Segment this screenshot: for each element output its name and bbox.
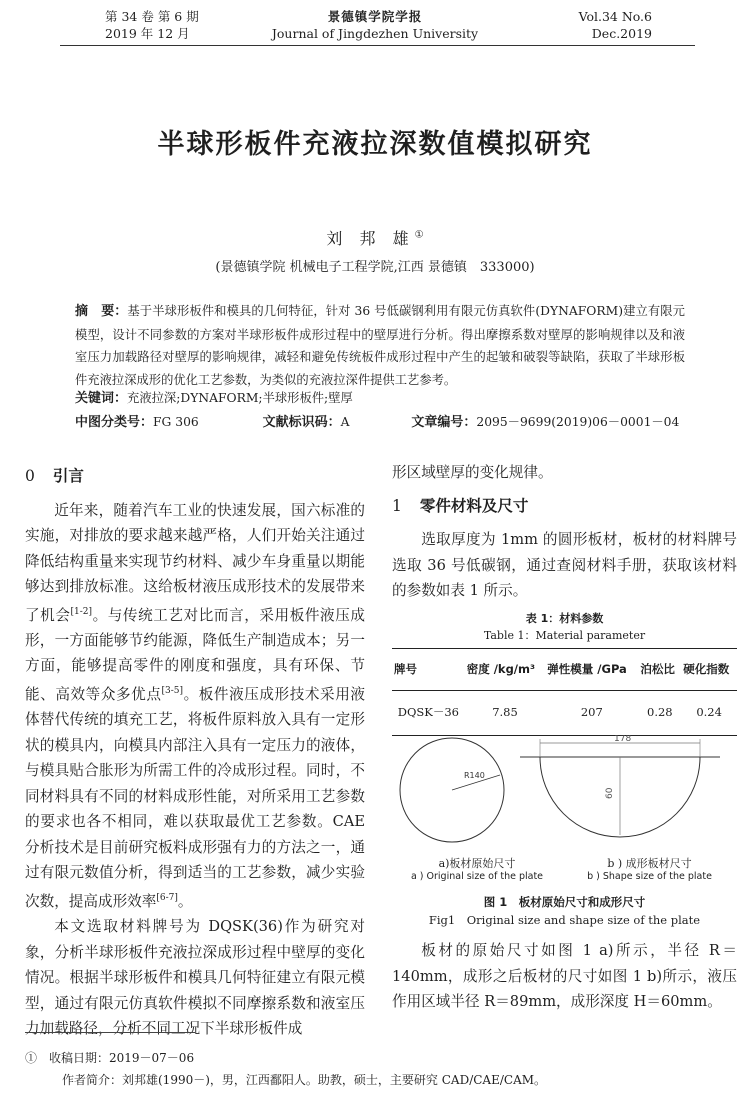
table-cell: 0.24	[681, 691, 737, 736]
footnote-author-bio: 作者简介：刘邦雄(1990－)，男，江西鄱阳人。助教，硕士，主要研究 CAD/CAE/CAM。	[62, 1073, 547, 1087]
radius-label: R140	[464, 771, 485, 780]
table-cell: 207	[545, 691, 638, 736]
col-header: 泊松比	[638, 648, 681, 691]
section-1-paragraph-1: 选取厚度为 1mm 的圆形板材，板材的材料牌号选取 36 号低碳钢，通过查阅材料手册，获取该材料的参数如表 1 所示。	[392, 531, 737, 599]
table-row	[392, 691, 737, 736]
figure-1-drawing	[392, 735, 737, 855]
table-1-caption: 表 1：材料参数 Table 1：Material parameter	[483, 611, 646, 642]
clc-value: FG 306	[153, 415, 199, 429]
keywords-label: 关键词：	[75, 391, 128, 406]
table-header-row	[392, 648, 737, 691]
clc-label: 中图分类号：	[75, 415, 154, 430]
col-header: 硬化指数	[681, 648, 737, 691]
figure-1	[392, 735, 737, 855]
citation: [1-2]	[70, 606, 93, 617]
left-column	[25, 460, 365, 1042]
article-no-label: 文章编号：	[411, 415, 477, 430]
footnote-divider	[25, 1032, 195, 1033]
intro-paragraph-2-continued: 形区域壁厚的变化规律。	[392, 464, 553, 481]
citation: [6-7]	[156, 892, 178, 903]
abstract-label: 摘 要：	[75, 304, 128, 319]
table-cell: 7.85	[465, 691, 546, 736]
col-header: 密度 /kg/m³	[465, 648, 546, 691]
author-line	[0, 226, 750, 249]
classification-line	[75, 412, 695, 433]
footnote-received: ① 收稿日期：2019－07－06	[25, 1051, 195, 1065]
section-0-heading: 0 引言	[25, 467, 84, 485]
journal-name-cn: 景德镇学院学报	[327, 9, 423, 24]
abstract-text: 基于半球形板件和模具的几何特征，针对 36 号低碳钢利用有限元仿真软件(DYNAFORM)建立有限元模型，设计不同参数的方案对半球形板件成形过程中的壁厚进行分析。得出摩擦系数对壁厚的影响规律以及和液室压力加载路径对壁厚的影响规律，减轻和避免传统板件成形过程中产生的起皱和破裂等缺陷，获取了半球形板件充液拉深成形的优化工艺参数，为类似的充液拉深件提供工艺参考。	[75, 304, 685, 387]
col-header: 弹性模量 /GPa	[545, 648, 638, 691]
author-footnote-mark: ①	[414, 229, 424, 241]
abstract	[75, 300, 685, 391]
section-1-heading: 1 零件材料及尺寸	[392, 496, 529, 515]
col-header: 牌号	[392, 648, 465, 691]
intro-paragraph-2: 本文选取材料牌号为 DQSK(36)作为研究对象，分析半球形板件充液拉深成形过程中壁厚的变化情况。根据半球形板件和模具几何特征建立有限元模型，通过有限元仿真软件模拟不同摩擦系数和液室压力加载路径，分析不同工况下半球形板件成	[25, 918, 365, 1038]
table-cell: 0.28	[638, 691, 681, 736]
figure-1a-caption: a)板材原始尺寸 a ) Original size of the plate	[410, 857, 544, 882]
volume-en: Vol.34 No.6	[578, 9, 652, 24]
figure-1-caption: 图 1 板材原始尺寸和成形尺寸 Fig1 Original size and shape size of the plate	[428, 895, 701, 927]
width-label: 178	[614, 735, 632, 744]
header-divider	[60, 45, 695, 46]
doc-code-value: A	[340, 415, 350, 429]
table-cell: DQSK－36	[392, 691, 465, 736]
keywords	[75, 388, 695, 409]
journal-name-en: Journal of Jingdezhen University	[271, 26, 479, 41]
header-right	[579, 8, 652, 42]
right-column	[392, 460, 737, 736]
citation: [3-5]	[161, 685, 183, 696]
article-no-value: 2095－9699(2019)06－0001－04	[476, 415, 680, 429]
affiliation: (景德镇学院 机械电子工程学院,江西 景德镇 333000)	[215, 260, 535, 275]
doc-code-label: 文献标识码：	[262, 415, 341, 430]
section-1-paragraph-2: 板材的原始尺寸如图 1 a)所示，半径 R＝140mm，成形之后板材的尺寸如图 1 b)所示，液压作用区域半径 R＝89mm，成形深度 H＝60mm。	[392, 942, 737, 1010]
figure-1b-caption: b ) 成形板材尺寸 b ) Shape size of the plate	[587, 857, 712, 882]
author-name: 刘 邦 雄	[326, 229, 415, 248]
keywords-text: 充液拉深;DYNAFORM;半球形板件;壁厚	[127, 391, 353, 405]
section-1-paragraph-2-block	[392, 938, 737, 1015]
depth-label: 60	[605, 787, 615, 799]
volume-issue: 第 34 卷 第 6 期	[105, 9, 199, 24]
material-table	[392, 648, 737, 736]
issue-date: 2019 年 12 月	[105, 26, 190, 41]
date-en: Dec.2019	[591, 26, 652, 41]
intro-paragraph-1: 近年来，随着汽车工业的快速发展，国六标准的实施，对排放的要求越来越严格，人们开始关注通过降低结构重量来实现节约材料、减少车身重量以期能够达到排放标准。这给板材液压成形技术的发展带来了机会[1-2]。与传统工艺对比而言，采用板件液压成形，一方面能够节约能源，降低生产制造成本；另一方面，能够提高零件的刚度和强度，具有环保、节能、高效等众多优点[3-5]。板件液压成形技术采用液体替代传统的填充工艺，将板件原料放入具有一定形状的模具内，向模具内部注入具有一定压力的液体，与模具贴合胀形为所需工件的冷成形过程。同时，不同材料具有不同的材料成形性能，对所采用工艺参数的要求也各不相同，难以获取最优工艺参数。CAE 分析技术是目前研究板料成形强有力的方法之一，通过有限元数值分析，得到适当的工艺参数，减少实验次数，提高成形效率[6-7]。	[25, 501, 365, 910]
paper-title: 半球形板件充液拉深数值模拟研究	[157, 129, 593, 160]
